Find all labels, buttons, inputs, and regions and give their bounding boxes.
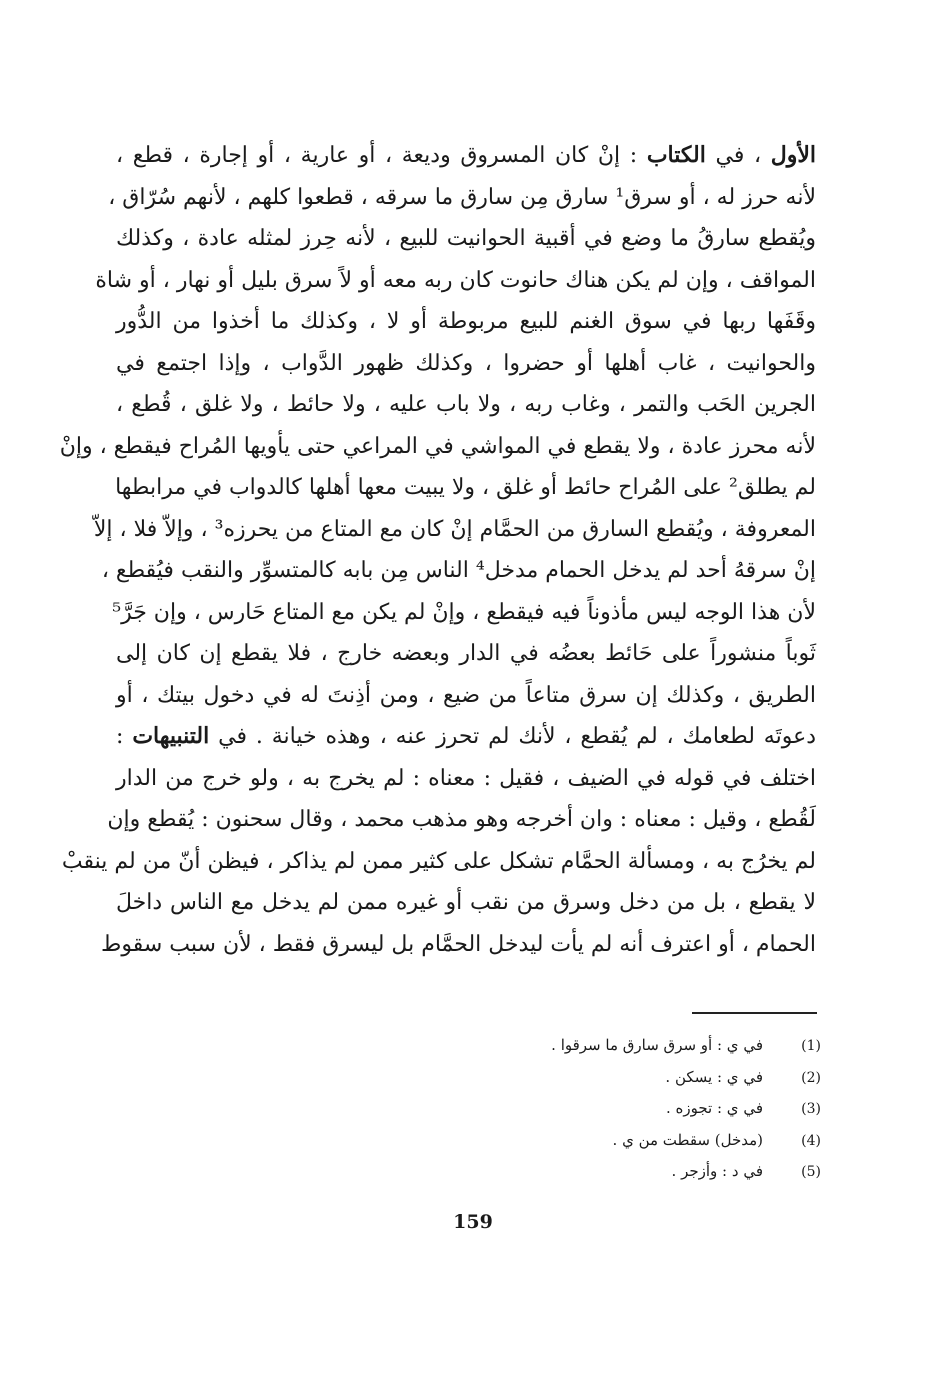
- text-segment: ، في: [705, 143, 771, 168]
- text-line-20: الحمام ، أو اعترف أنه لم يأت ليدخل الحمَّام بل ليسرق فقط ، لأن سبب سقوط: [101, 931, 816, 957]
- text-segment: :: [116, 724, 133, 749]
- footnotes: [301, 1030, 821, 1188]
- footnote-number: (5): [801, 1164, 821, 1180]
- footnote-divider: [692, 1012, 817, 1014]
- text-segment: دعوتَه لطعامك ، لم يُقطع ، لأنك لم تحرز عنه ، وهذه خيانة . في: [209, 724, 817, 749]
- text-line-14: الطريق ، وكذلك إن سرق متاعاً من ضيع ، ومن أذِنتَ له في دخول بيتك ، أو: [116, 682, 816, 708]
- main-text: [59, 135, 817, 965]
- footnote-text: (مدخل) سقطت من ي .: [612, 1130, 763, 1149]
- text-line-16: اختلف في قوله في الضيف ، فقيل : معناه : لم يخرج به ، ولو خرج من الدار: [116, 765, 817, 791]
- text-line-11: إنْ سرقهُ أحد لم يدخل الحمام مدخل⁴ الناس مِن بابه كالمتسوِّر والنقب فيُقطع ،: [101, 558, 816, 583]
- footnote: [301, 1125, 821, 1157]
- footnote-number: (1): [801, 1038, 821, 1054]
- bold-term: الأول: [770, 142, 816, 168]
- page-number: 159: [453, 1211, 493, 1233]
- text-line-7: الجرين الحَب والتمر ، وغاب ربه ، ولا باب عليه ، ولا حائط ، ولا غلق ، قُطع ،: [116, 392, 816, 417]
- text-line-5: وقَفَها ربها في سوق الغنم للبيع مربوطة أو لا ، وكذلك ما أخذوا من الدُّور: [116, 309, 816, 334]
- text-line-10: المعروفة ، ويُقطع السارق من الحمَّام إنْ كان مع المتاع من يحرزه³ ، وإلاّ فلا ، إلاّ: [93, 516, 816, 542]
- text-line-1: [116, 135, 816, 177]
- text-line-2: لأنه حرز له ، أو سرق¹ سارق مِن سارق ما سرقه ، قطعوا كلهم ، لأنهم سُرّاق ،: [108, 184, 816, 210]
- footnote-text: في ي : أو سرق سارق ما سرقوا .: [551, 1036, 763, 1054]
- text-line-9: لم يطلق² على المُراح حائط أو غلق ، ولا يبيت معها أهلها كالدواب في مرابطها: [115, 475, 816, 500]
- text-line-15: [116, 716, 816, 758]
- text-line-17: لَقُطع ، وقيل : معناه : وان أخرجه وهو مذهب محمد ، وقال سحنون : يُقطع وإن: [107, 807, 816, 832]
- footnote-text: في ي : تجوزه .: [665, 1099, 763, 1117]
- footnote: [301, 1030, 821, 1062]
- text-line-4: المواقف ، وإن لم يكن هناك حانوت كان ربه معه أو لاً سرق بليل أو نهار ، أو شاة: [95, 267, 816, 293]
- text-line-8: لأنه محرز عادة ، ولا يقطع في المواشي في المراعي حتى يأويها المُراح فيقطع ، وإنْ: [59, 433, 816, 459]
- footnote: [301, 1062, 821, 1094]
- text-line-19: لا يقطع ، بل من دخل وسرق من نقب أو غيره ممن لم يدخل مع الناس داخلَ: [116, 890, 816, 915]
- footnote-number: (4): [801, 1132, 821, 1149]
- footnote: [301, 1093, 821, 1125]
- footnote-text: في ي : يسكن .: [665, 1067, 763, 1086]
- bold-term: الكتاب: [646, 142, 706, 168]
- footnote-text: في د : وأزجر .: [671, 1162, 763, 1180]
- text-line-3: ويُقطع سارقُ ما وضع في أقبية الحوانيت للبيع ، لأنه حِرز لمثله عادة ، وكذلك: [116, 226, 816, 251]
- text-line-6: والحوانيت ، غاب أهلها أو حضروا ، وكذلك ظهور الدَّواب ، وإذا اجتمع في: [116, 350, 816, 376]
- footnote-number: (2): [801, 1069, 821, 1086]
- bold-term: التنبيهات: [132, 723, 210, 749]
- text-line-13: ثَوباً منشوراً على حَائط بعضُه في الدار وبعضه خارج ، فلا يقطع إن كان إلى: [116, 641, 816, 666]
- text-line-12: لأن هذا الوجه ليس مأذوناً فيه فيقطع ، وإنْ لم يكن مع المتاع حَارس ، وإن جَرَّ⁵: [112, 599, 816, 625]
- footnote-number: (3): [801, 1101, 821, 1117]
- text-segment: : إنْ كان المسروق وديعة ، أو عارية ، أو إجارة ، قطع ،: [116, 143, 647, 168]
- text-line-18: لم يخرُج به ، ومسألة الحمَّام تشكل على كثير ممن لم يذاكر ، فيظن أنّ من لم ينقبْ: [61, 848, 816, 874]
- footnote: [301, 1156, 821, 1188]
